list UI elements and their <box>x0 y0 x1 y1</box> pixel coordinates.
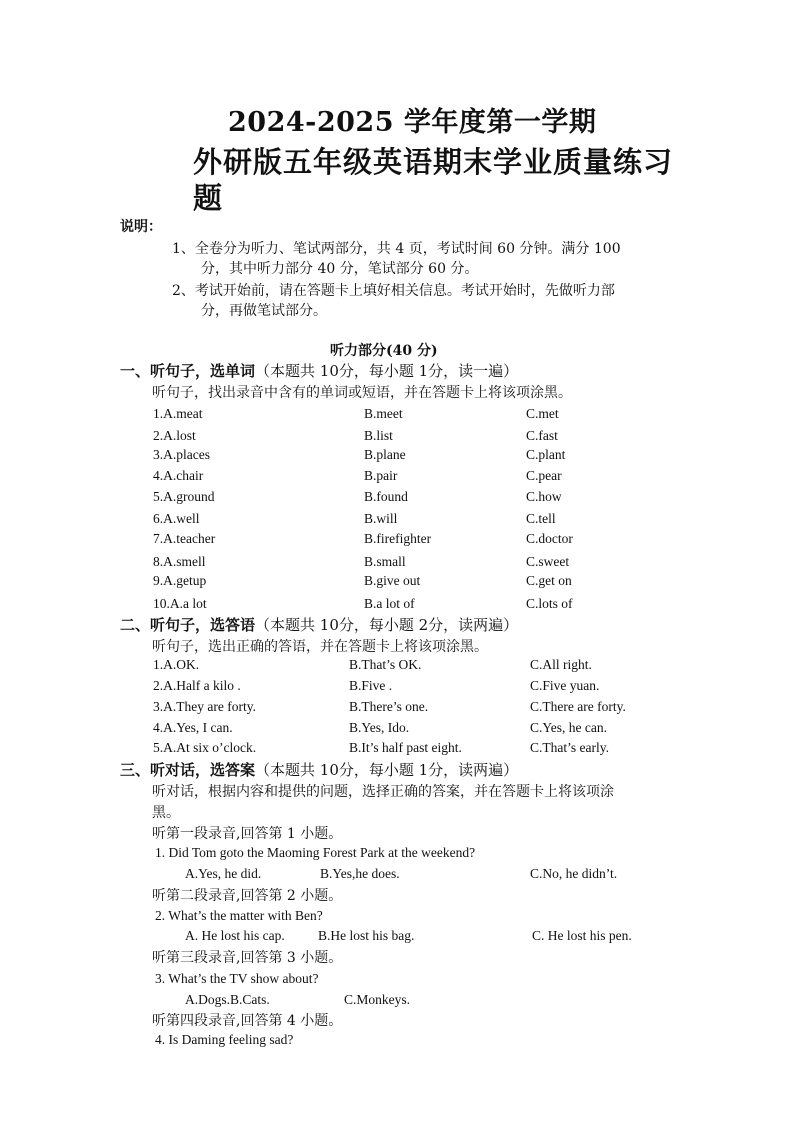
section-1-item-10-option-a: 10.A.a lot <box>153 596 207 611</box>
section-1-item-8-option-a: 8.A.smell <box>153 554 206 569</box>
section-2-item-4-option-b: B.Yes, Ido. <box>349 720 410 735</box>
section-2-title-rest: （本题共 10分，每小题 2分，读两遍） <box>255 616 519 634</box>
recording-3-label: 听第三段录音,回答第 3 小题。 <box>152 950 343 966</box>
question-1-option-c: C.No, he didn’t. <box>530 866 618 881</box>
question-2-option-b: B.He lost his bag. <box>318 928 415 943</box>
section-1-item-2-option-c: C.fast <box>526 428 558 443</box>
section-1-item-7-option-b: B.firefighter <box>364 531 432 546</box>
section-3-direction-line-1: 听对话，根据内容和提供的问题，选择正确的答案，并在答题卡上将该项涂 <box>152 784 614 800</box>
section-1-title-rest: （本题共 10分，每小题 1分，读一遍） <box>255 362 519 380</box>
instruction-2-line-1: 2、考试开始前，请在答题卡上填好相关信息。考试开始时，先做听力部 <box>172 283 615 299</box>
section-1-item-3-option-c: C.plant <box>526 447 566 462</box>
title-line-3: 题 <box>193 181 223 215</box>
section-1-item-4-option-a: 4.A.chair <box>153 468 204 483</box>
section-2-item-1-option-c: C.All right. <box>530 657 592 672</box>
section-1-title <box>120 360 518 381</box>
question-1-option-a: A.Yes, he did. <box>185 866 262 881</box>
section-1-item-1-option-a: 1.A.meat <box>153 406 203 421</box>
instructions-heading: 说明： <box>120 219 162 235</box>
section-2-item-4-option-a: 4.A.Yes, I can. <box>153 720 233 735</box>
section-1-item-10-option-c: C.lots of <box>526 596 573 611</box>
section-1-item-8-option-b: B.small <box>364 554 406 569</box>
instruction-1-line-2: 分，其中听力部分 40 分，笔试部分 60 分。 <box>201 261 479 277</box>
section-2-item-4-option-c: C.Yes, he can. <box>530 720 607 735</box>
section-1-item-10-option-b: B.a lot of <box>364 596 415 611</box>
recording-2-label: 听第二段录音,回答第 2 小题。 <box>152 888 343 904</box>
title-line-1: 2024-2025 学年度第一学期 <box>228 107 597 138</box>
section-2-direction: 听句子，选出正确的答语，并在答题卡上将该项涂黑。 <box>152 639 488 655</box>
section-2-item-3-option-a: 3.A.They are forty. <box>153 699 256 714</box>
section-1-item-5-option-c: C.how <box>526 489 562 504</box>
question-2-option-a: A. He lost his cap. <box>185 928 285 943</box>
listening-heading: 听力部分(40 分) <box>330 343 438 359</box>
question-3-option-c: C.Monkeys. <box>344 992 411 1007</box>
section-1-item-5-option-b: B.found <box>364 489 408 504</box>
section-2-item-5-option-b: B.It’s half past eight. <box>349 740 462 755</box>
section-1-item-9-option-b: B.give out <box>364 573 421 588</box>
section-1-item-9-option-c: C.get on <box>526 573 572 588</box>
question-2: 2. What’s the matter with Ben? <box>155 908 323 923</box>
section-1-item-7-option-c: C.doctor <box>526 531 573 546</box>
section-2-title-bold: 二、听句子，选答语 <box>120 616 256 634</box>
recording-1-label: 听第一段录音,回答第 1 小题。 <box>152 826 343 842</box>
question-4: 4. Is Daming feeling sad? <box>155 1032 294 1047</box>
section-1-item-9-option-a: 9.A.getup <box>153 573 207 588</box>
title-line-2: 外研版五年级英语期末学业质量练习 <box>193 145 674 179</box>
question-1-option-b: B.Yes,he does. <box>320 866 400 881</box>
section-1-item-5-option-a: 5.A.ground <box>153 489 215 504</box>
section-1-item-2-option-b: B.list <box>364 428 393 443</box>
section-1-item-1-option-b: B.meet <box>364 406 403 421</box>
section-2-item-1-option-a: 1.A.OK. <box>153 657 200 672</box>
section-2-item-5-option-a: 5.A.At six o’clock. <box>153 740 257 755</box>
recording-4-label: 听第四段录音,回答第 4 小题。 <box>152 1013 343 1029</box>
section-1-item-8-option-c: C.sweet <box>526 554 570 569</box>
question-2-option-c: C. He lost his pen. <box>532 928 632 943</box>
section-3-direction-line-2: 黑。 <box>152 805 180 821</box>
section-2-item-3-option-b: B.There’s one. <box>349 699 429 714</box>
section-1-item-3-option-b: B.plane <box>364 447 406 462</box>
section-1-item-4-option-c: C.pear <box>526 468 562 483</box>
section-1-direction: 听句子，找出录音中含有的单词或短语，并在答题卡上将该项涂黑。 <box>152 385 572 401</box>
question-3-options-a-b: A.Dogs.B.Cats. <box>185 992 270 1007</box>
section-1-item-6-option-c: C.tell <box>526 511 556 526</box>
section-1-item-6-option-b: B.will <box>364 511 398 526</box>
section-3-title-rest: （本题共 10分，每小题 1分，读两遍） <box>255 761 519 779</box>
question-1: 1. Did Tom goto the Maoming Forest Park at the weekend? <box>155 845 476 860</box>
section-2-item-2-option-c: C.Five yuan. <box>530 678 600 693</box>
instruction-2-line-2: 分，再做笔试部分。 <box>201 303 327 319</box>
section-2-item-2-option-b: B.Five . <box>349 678 393 693</box>
section-1-item-3-option-a: 3.A.places <box>153 447 210 462</box>
section-2-title <box>120 614 518 635</box>
section-1-item-4-option-b: B.pair <box>364 468 398 483</box>
section-1-item-6-option-a: 6.A.well <box>153 511 200 526</box>
instruction-1-line-1: 1、全卷分为听力、笔试两部分，共 4 页，考试时间 60 分钟。满分 100 <box>172 241 621 257</box>
section-1-item-1-option-c: C.met <box>526 406 559 421</box>
section-2-item-3-option-c: C.There are forty. <box>530 699 626 714</box>
section-3-title-bold: 三、听对话，选答案 <box>120 761 256 779</box>
question-3: 3. What’s the TV show about? <box>155 971 319 986</box>
section-1-title-bold: 一、听句子，选单词 <box>120 362 256 380</box>
section-2-item-2-option-a: 2.A.Half a kilo . <box>153 678 241 693</box>
section-1-item-2-option-a: 2.A.lost <box>153 428 196 443</box>
section-3-title <box>120 759 518 780</box>
section-2-item-5-option-c: C.That’s early. <box>530 740 609 755</box>
section-1-item-7-option-a: 7.A.teacher <box>153 531 216 546</box>
section-2-item-1-option-b: B.That’s OK. <box>349 657 422 672</box>
